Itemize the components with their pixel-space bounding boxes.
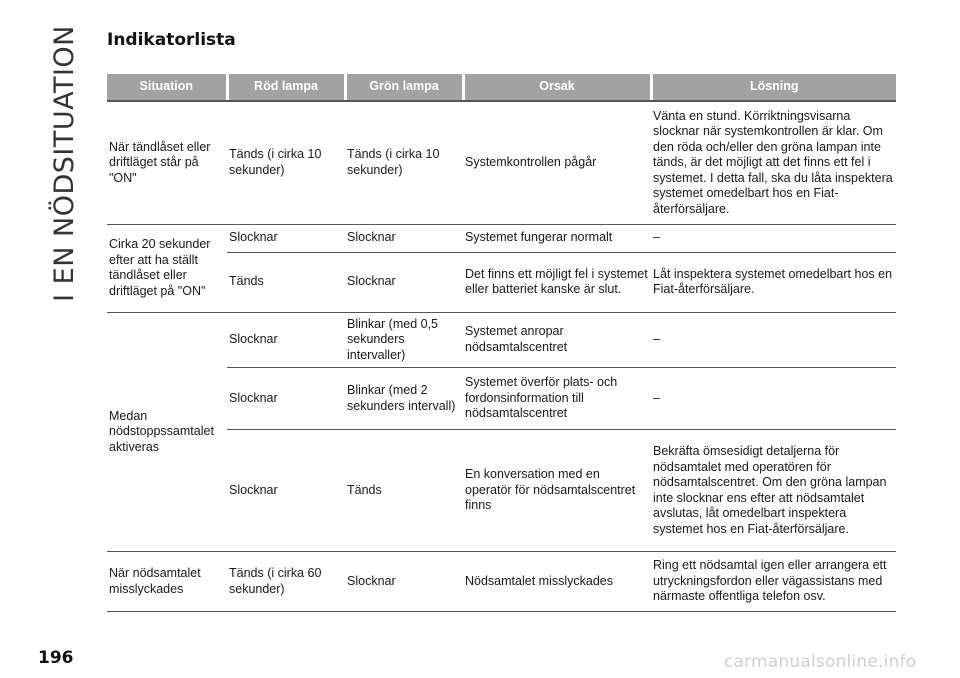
cell-red-lamp: Tänds (227, 252, 345, 312)
cell-solution: Vänta en stund. Körriktningsvisarna slocknar när systemkontrollen är klar. Om den röda och/eller den gröna lampan inte tänds, är det möjligt att det finns ett fel i systemet. I detta fall, ska du låta inspektera systemet omedelbart hos en Fiat-återförsäljare. (651, 102, 896, 224)
cell-cause: Systemet anropar nödsamtalscentret (463, 312, 651, 368)
header-green-lamp: Grön lampa (345, 74, 463, 100)
cell-green-lamp: Tänds (345, 430, 463, 552)
header-situation: Situation (107, 74, 227, 100)
cell-red-lamp: Tänds (i cirka 10 sekunder) (227, 102, 345, 224)
cell-red-lamp: Slocknar (227, 312, 345, 368)
cell-situation: När nödsamtalet misslyckades (107, 552, 227, 612)
cell-cause: Systemet fungerar normalt (463, 224, 651, 252)
cell-cause: Systemkontrollen pågår (463, 102, 651, 224)
cell-green-lamp: Slocknar (345, 224, 463, 252)
header-solution: Lösning (651, 74, 896, 100)
cell-green-lamp: Slocknar (345, 252, 463, 312)
cell-cause: En konversation med en operatör för nödsamtalscentret finns (463, 430, 651, 552)
chapter-side-title (38, 24, 90, 302)
watermark-text: carmanualsonline.info (724, 652, 917, 672)
cell-situation: När tändlåset eller driftläget står på "ON" (107, 102, 227, 224)
page-number: 196 (38, 648, 74, 668)
cell-cause: Nödsamtalet misslyckades (463, 552, 651, 612)
cell-red-lamp: Slocknar (227, 368, 345, 430)
cell-green-lamp: Tänds (i cirka 10 sekunder) (345, 102, 463, 224)
table-row (107, 312, 896, 368)
table-row (107, 102, 896, 224)
table-row (107, 224, 896, 252)
cell-solution: – (651, 224, 896, 252)
cell-cause: Systemet överför plats- och fordonsinformation till nödsamtalscentret (463, 368, 651, 430)
cell-green-lamp: Blinkar (med 2 sekunders intervall) (345, 368, 463, 430)
table-header-row (107, 74, 896, 100)
cell-red-lamp: Slocknar (227, 224, 345, 252)
header-red-lamp: Röd lampa (227, 74, 345, 100)
page-title: Indikatorlista (107, 30, 236, 50)
cell-solution: Låt inspektera systemet omedelbart hos en Fiat-återförsäljare. (651, 252, 896, 312)
cell-solution: – (651, 312, 896, 368)
cell-red-lamp: Tänds (i cirka 60 sekunder) (227, 552, 345, 612)
cell-solution: – (651, 368, 896, 430)
header-cause: Orsak (463, 74, 651, 100)
cell-red-lamp: Slocknar (227, 430, 345, 552)
cell-situation: Medan nödstoppssamtalet aktiveras (107, 312, 227, 552)
cell-solution: Bekräfta ömsesidigt detaljerna för nödsamtalet med operatören för nödsamtalscentret. Om den gröna lampan inte slocknar ens efter att nödsamtalet avslutas, låt omedelbart inspektera systemet hos en Fiat-återförsäljare. (651, 430, 896, 552)
cell-green-lamp: Blinkar (med 0,5 sekunders intervaller) (345, 312, 463, 368)
chapter-side-title-text: I EN NÖDSITUATION (48, 24, 80, 302)
cell-green-lamp: Slocknar (345, 552, 463, 612)
table-row (107, 552, 896, 612)
indicator-table (107, 74, 896, 612)
cell-situation: Cirka 20 sekunder efter att ha ställt tändlåset eller driftläget på "ON" (107, 224, 227, 312)
cell-solution: Ring ett nödsamtal igen eller arrangera ett utryckningsfordon eller vägassistans med närmaste offentliga telefon osv. (651, 552, 896, 612)
cell-cause: Det finns ett möjligt fel i systemet eller batteriet kanske är slut. (463, 252, 651, 312)
